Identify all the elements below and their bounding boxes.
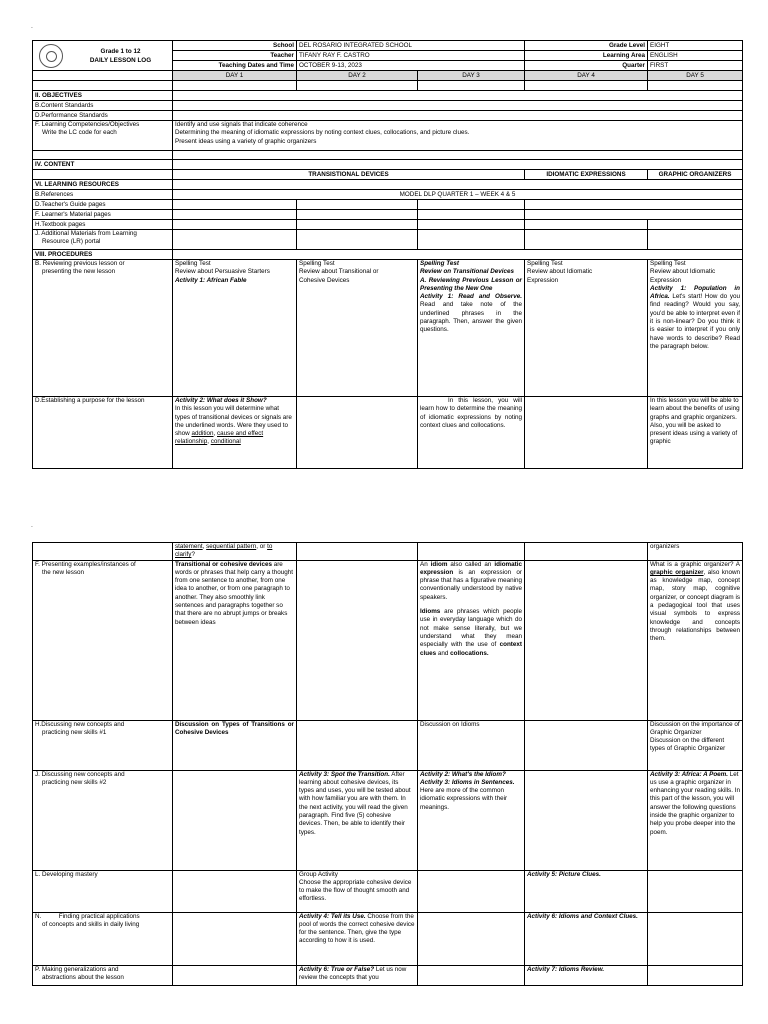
performance-standards-label: D.Performance Standards — [33, 111, 173, 121]
grade-level-value: EIGHT — [648, 41, 743, 51]
mastery-day-2: Group Activity Choose the appropriate cohesive device to make the flow of thought smooth and effortless. — [297, 870, 418, 912]
applications-day-2: Activity 4: Tell its Use. Choose from the pool of words the correct cohesive device for the sentence. Then, give the type according to how it is used. — [297, 912, 418, 965]
generalizations-day-2: Activity 6: True or False? Let us now review the concepts that you — [297, 965, 418, 985]
mastery-day-4: Activity 5: Picture Clues. — [525, 870, 648, 912]
discussing-concepts-2-label: J. Discussing new concepts and practicing new skills #2 — [33, 770, 173, 870]
presenting-examples-label: F. Presenting examples/instances of the new lesson — [33, 560, 173, 720]
topic-transitional-devices: TRANSISTIONAL DEVICES — [173, 170, 525, 180]
purpose-day-1: Activity 2: What does it Show? In this lesson you will determine what types of transitional devices or signals are the underlined words. Were they used to show addition, cause and effect relationship, conditional — [173, 397, 297, 469]
reviewing-day-5: Spelling Test Review about Idiomatic Expression Activity 1: Population in Africa. Let's start! How do you find reading? Would you say, you'd be able to interpret even if it is non-linear? Do you think it is easier to interpret if you only have words to describe? Read the paragraph below. — [648, 260, 743, 397]
concepts-2-day-2: Activity 3: Spot the Transition. After learning about cohesive devices, its types and uses, you will be tested about with how familiar you are with them. In the next activity, you will read the given paragraph. Find five (5) cohesive devices. Then, be able to identify their types. — [297, 770, 418, 870]
reviewing-day-4: Spelling Test Review about Idiomatic Expression — [525, 260, 648, 397]
day-2-header: DAY 2 — [297, 71, 418, 81]
procedures-heading: VIII. PROCEDURES — [33, 250, 173, 260]
topic-idiomatic-expressions: IDIOMATIC EXPRESSIONS — [525, 170, 648, 180]
discussion-day-3: Discussion on Idioms — [418, 720, 525, 770]
discussion-day-5: Discussion on the importance of Graphic Organizer Discussion on the different types of Graphic Organizer — [648, 720, 743, 770]
generalizations-label: P. Making generalizations and abstractions about the lesson — [33, 965, 173, 985]
content-standards-label: B.Content Standards — [33, 101, 173, 111]
school-label: School — [173, 41, 297, 51]
textbook-pages-label: H.Textbook pages — [33, 220, 173, 230]
practical-applications-label: N. Finding practical applications of concepts and skills in daily living — [33, 912, 173, 965]
generalizations-day-4: Activity 7: Idioms Review. — [525, 965, 648, 985]
grade-range: Grade 1 to 12 — [100, 47, 141, 55]
reviewing-day-3: Spelling Test Review on Transitional Devices A. Reviewing Previous Lesson or Presenting the New One Activity 1: Read and Observe. Read and take note of the underlined phrases in the paragraph. Then, answer the given questions. — [418, 260, 525, 397]
quarter-value: FIRST — [648, 61, 743, 71]
day-4-header: DAY 4 — [525, 71, 648, 81]
dates-value: OCTOBER 9-13, 2023 — [297, 61, 525, 71]
grade-level-label: Grade Level — [567, 41, 648, 51]
applications-day-4: Activity 6: Idioms and Context Clues. — [525, 912, 648, 965]
examples-day-1: Transitional or cohesive devices are words or phrases that help carry a thought from one sentence to another, from one idea to another, or from one paragraph to another. They also smoothly link sentences and paragraphs together so that there are no abrupt jumps or breaks between ideas — [173, 560, 297, 720]
day-3-header: DAY 3 — [418, 71, 525, 81]
discussion-day-1: Discussion on Types of Transitions or Cohesive Devices — [173, 720, 297, 770]
developing-mastery-label: L. Developing mastery — [33, 870, 173, 912]
competencies-label: F. Learning Competencies/Objectives Write the LC code for each — [33, 121, 173, 151]
deped-seal-icon — [39, 44, 63, 68]
continued-day-1: statement, sequential pattern, or to clarify? — [173, 543, 297, 561]
learning-area-value: ENGLISH — [648, 51, 743, 61]
dates-label: Teaching Dates and Time — [173, 61, 297, 71]
teacher-label: Teacher — [173, 51, 297, 61]
concepts-2-day-3: Activity 2: What's the Idiom? Activity 3: Idioms in Sentences. Here are more of the common idiomatic expressions with their meanings. — [418, 770, 525, 870]
examples-day-5: What is a graphic organizer? A graphic organizer, also known as knowledge map, concept map, story map, cognitive organizer, or concept diagram is a pedagogical tool that uses visual symbols to express knowledge and concepts through relationships between them. — [648, 560, 743, 720]
additional-materials-label: J. Additional Materials from Learning Resource (LR) portal — [33, 230, 173, 250]
references-value: MODEL DLP QUARTER 1 – WEEK 4 & 5 — [173, 190, 743, 200]
continued-day-5: organizers — [648, 543, 743, 561]
learners-material-label: F. Learner's Material pages — [33, 210, 173, 220]
learning-area-label: Learning Area — [567, 51, 648, 61]
day-1-header: DAY 1 — [173, 71, 297, 81]
teachers-guide-label: D.Teacher's Guide pages — [33, 200, 173, 210]
school-value: DEL ROSARIO INTEGRATED SCHOOL — [297, 41, 525, 51]
page-mark: ` — [31, 28, 33, 34]
objectives-heading: II. OBJECTIVES — [33, 91, 173, 101]
quarter-label: Quarter — [567, 61, 648, 71]
day-5-header: DAY 5 — [648, 71, 743, 81]
references-label: B.References — [33, 190, 173, 200]
header-logo-cell — [33, 41, 173, 71]
establishing-purpose-label: D.Establishing a purpose for the lesson — [33, 397, 173, 469]
reviewing-day-2: Spelling Test Review about Transitional or Cohesive Devices — [297, 260, 418, 397]
discussing-concepts-1-label: H.Discussing new concepts and practicing new skills #1 — [33, 720, 173, 770]
purpose-day-5: In this lesson you will be able to learn about the benefits of using graphs and graphic organizers. Also, you will be asked to present ideas using a variety of graphic — [648, 397, 743, 469]
log-title: DAILY LESSON LOG — [89, 56, 152, 64]
daily-lesson-log-page-2 — [32, 542, 742, 986]
competencies-text: Identify and use signals that indicate coherence Determining the meaning of idiomatic expressions by noting context clues, collocations, and picture clues. Present ideas using a variety of graphic organizers — [173, 121, 743, 151]
teacher-value: TIFANY RAY F. CASTRO — [297, 51, 525, 61]
examples-day-3: An idiom also called an idiomatic expression is an expression or phrase that has a figurative meaning conventionally understood by native speakers. Idioms are phrases which people use in everyday language which do not make sense literally, but we understand what they mean especially with the use of context clues and collocations. — [418, 560, 525, 720]
reviewing-lesson-label: B. Reviewing previous lesson or presenting the new lesson — [33, 260, 173, 397]
page-mark-2: ` — [31, 527, 33, 533]
reviewing-day-1: Spelling Test Review about Persuasive Starters Activity 1: African Fable — [173, 260, 297, 397]
content-heading: IV. CONTENT — [33, 160, 173, 170]
topic-graphic-organizers: GRAPHIC ORGANIZERS — [648, 170, 743, 180]
concepts-2-day-5: Activity 3: Africa: A Poem. Let us use a graphic organizer in enhancing your reading skills. In this part of the lesson, you will answer the following questions inside the graphic organizer to help you probe deeper into the poem. — [648, 770, 743, 870]
daily-lesson-log-page-1 — [32, 40, 742, 469]
purpose-day-3: In this lesson, you will learn how to determine the meaning of idiomatic expressions by noting context clues and collocations. — [418, 397, 525, 469]
resources-heading: VI. LEARNING RESOURCES — [33, 180, 173, 190]
